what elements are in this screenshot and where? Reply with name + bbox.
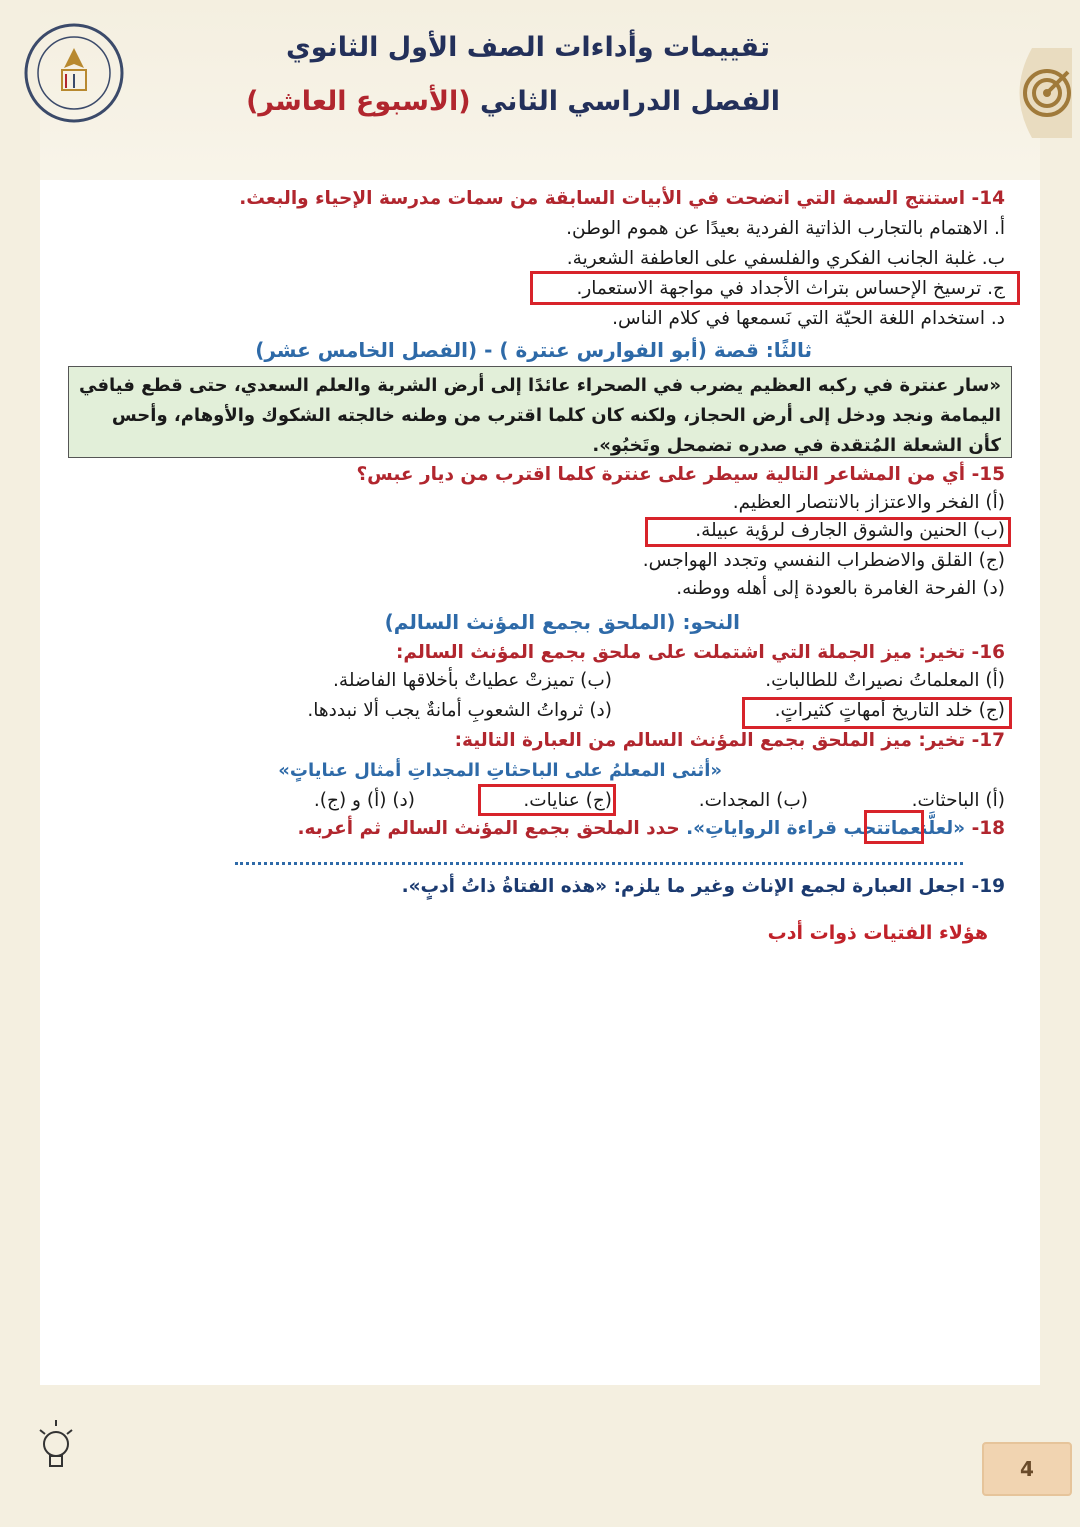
page-number: 4 — [982, 1442, 1072, 1496]
question-19: 19- اجعل العبارة لجمع الإناث وغير ما يلزم: «هذه الفتاةُ ذاتُ أدبٍ». — [401, 876, 1005, 897]
q17-option-a: (أ) الباحثات. — [911, 790, 1005, 811]
lightbulb-icon — [36, 1410, 76, 1490]
q16-option-b: (ب) تميزتْ عطياتٌ بأخلاقها الفاضلة. — [333, 670, 612, 691]
page-title: تقييمات وأداءات الصف الأول الثانوي — [285, 32, 770, 63]
story-passage: «سار عنترة في ركبه العظيم يضرب في الصحراء عائدًا إلى أرض الشربة والعلم السعدي، حتى قطع فيافي اليمامة ونجد ودخل إلى أرض الحجاز، ولكنه كان كلما اقترب من وطنه خالجته الشكوك والأوهام، وأحس كأن الشعلة المُتقدة في صدره تضمحل وتَخبُو». — [68, 366, 1012, 458]
separator-line — [235, 862, 963, 865]
q15-option-c: (ج) القلق والاضطراب النفسي وتجدد الهواجس. — [642, 550, 1005, 571]
q15-answer-highlight — [645, 517, 1011, 547]
page-frame-left — [0, 0, 40, 1527]
page-frame-right — [1040, 0, 1080, 1527]
q15-option-d: (د) الفرحة الغامرة بالعودة إلى أهله ووطنه. — [676, 578, 1005, 599]
q17-quote: «أثنى المعلمُ على الباحثاتِ المجداتِ أمثال عناياتٍ» — [278, 760, 722, 781]
section-3-title: ثالثًا: قصة (أبو الفوارس عنترة ) - (الفصل الخامس عشر) — [255, 338, 812, 362]
question-14: 14- استنتج السمة التي اتضحت في الأبيات السابقة من سمات مدرسة الإحياء والبعث. — [239, 188, 1005, 209]
q19-answer: هؤلاء الفتيات ذوات أدب — [767, 922, 988, 944]
question-16: 16- تخير: ميز الجملة التي اشتملت على ملحق بجمع المؤنث السالم: — [395, 642, 1005, 663]
ministry-logo-icon — [14, 18, 134, 128]
question-15: 15- أي من المشاعر التالية سيطر على عنترة كلما اقترب من ديار عبس؟ — [356, 464, 1005, 485]
q16-option-c: (ج) خلد التاريخ أمهاتٍ كثيراتٍ. — [774, 700, 1005, 721]
q14-answer-highlight — [530, 271, 1020, 305]
question-18: 18- «لعلَّنعماتتحب قراءة الرواياتِ». حدد الملحق بجمع المؤنث السالم ثم أعربه. — [297, 818, 1005, 839]
q18-answer-highlight — [864, 810, 924, 844]
q16-option-a: (أ) المعلماتُ نصيراتٌ للطالباتِ. — [765, 670, 1005, 691]
page-frame-bottom — [0, 1385, 1080, 1527]
target-icon — [1002, 38, 1072, 148]
q15-option-b: (ب) الحنين والشوق الجارف لرؤية عبيلة. — [695, 520, 1005, 541]
q14-option-c: ج. ترسيخ الإحساس بتراث الأجداد في مواجهة الاستعمار. — [576, 278, 1005, 299]
q15-option-a: (أ) الفخر والاعتزاز بالانتصار العظيم. — [732, 492, 1005, 513]
q16-answer-highlight — [742, 697, 1012, 729]
q14-option-b: ب. غلبة الجانب الفكري والفلسفي على العاطفة الشعرية. — [566, 248, 1005, 269]
page-subtitle: الفصل الدراسي الثاني (الأسبوع العاشر) — [246, 86, 780, 117]
q16-option-d: (د) ثرواتُ الشعوبِ أمانةٌ يجب ألا نبددها. — [307, 700, 612, 721]
grammar-section-title: النحو: (الملحق بجمع المؤنث السالم) — [384, 610, 740, 634]
q17-option-c: (ج) عنايات. — [523, 790, 612, 811]
q18-highlight-word: نعمات — [883, 818, 929, 839]
q17-answer-highlight — [478, 784, 616, 816]
q17-option-b: (ب) المجدات. — [698, 790, 808, 811]
q17-option-d: (د) (أ) و (ج). — [313, 790, 415, 811]
question-17: 17- تخير: ميز الملحق بجمع المؤنث السالم من العبارة التالية: — [454, 730, 1005, 751]
q14-option-d: د. استخدام اللغة الحيّة التي نَسمعها في كلام الناس. — [612, 308, 1005, 329]
q14-option-a: أ. الاهتمام بالتجارب الذاتية الفردية بعيدًا عن هموم الوطن. — [566, 218, 1005, 239]
